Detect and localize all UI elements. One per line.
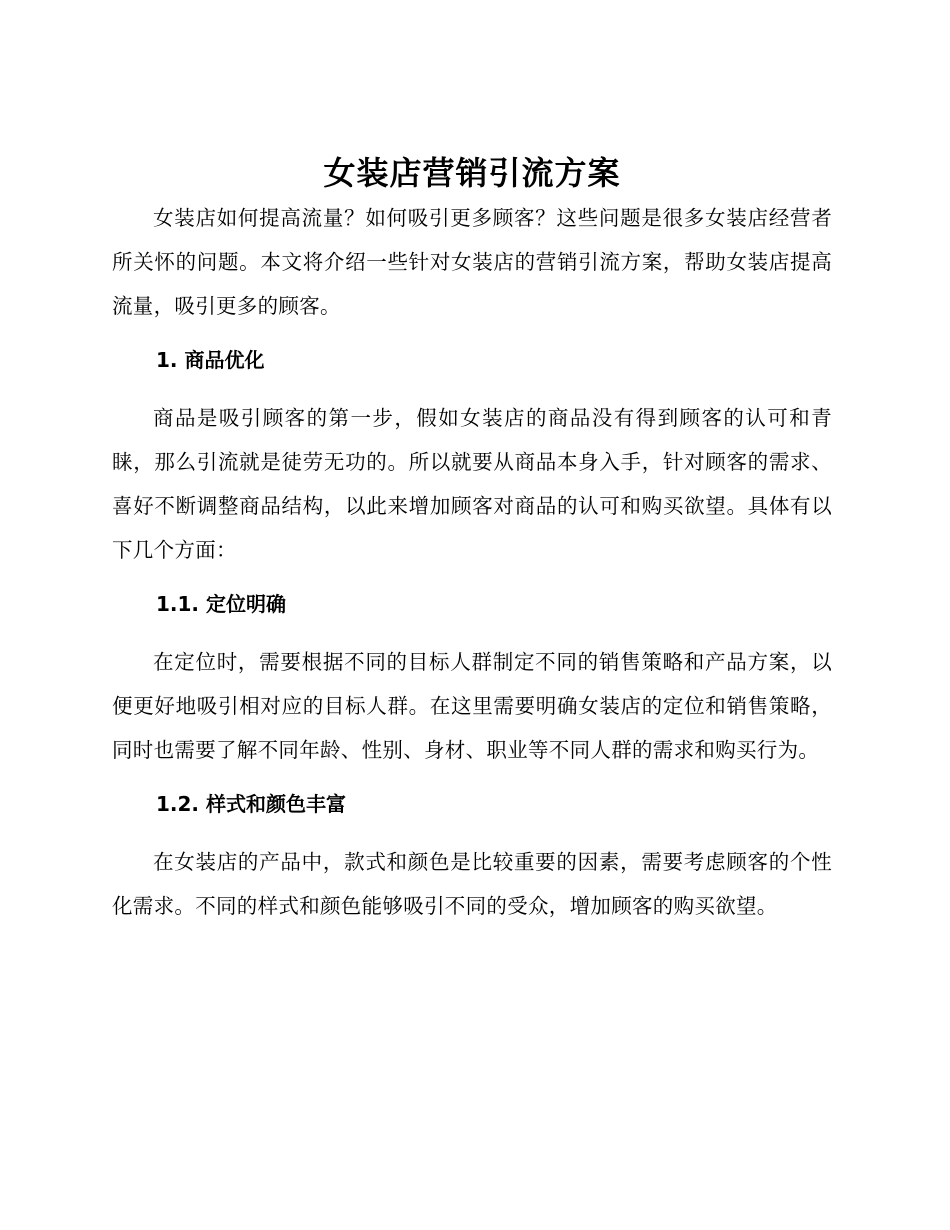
document-content [112,150,832,928]
document-title: 女装店营销引流方案 [323,154,621,192]
spacer [112,826,832,840]
spacer [112,382,832,396]
spacer [112,572,832,582]
spacer [112,772,832,782]
section-heading-product-optimization: 1. 商品优化 [156,348,265,372]
section-body-style-color: 在女装店的产品中，款式和颜色是比较重要的因素，需要考虑顾客的个性化需求。不同的样式和颜色能够吸引不同的受众，增加顾客的购买欲望。 [112,850,832,918]
section-body-product-optimization: 商品是吸引顾客的第一步，假如女装店的商品没有得到顾客的认可和青睐，那么引流就是徒劳无功的。所以就要从商品本身入手，针对顾客的需求、喜好不断调整商品结构，以此来增加顾客对商品的认可和购买欲望。具体有以下几个方面： [112,406,832,562]
spacer [112,328,832,338]
section-heading-clear-positioning: 1.1. 定位明确 [156,592,286,616]
spacer [112,626,832,640]
intro-paragraph: 女装店如何提高流量？如何吸引更多顾客？这些问题是很多女装店经营者所关怀的问题。本文将介绍一些针对女装店的营销引流方案，帮助女装店提高流量，吸引更多的顾客。 [112,206,832,318]
section-heading-style-color: 1.2. 样式和颜色丰富 [156,792,346,816]
section-body-clear-positioning: 在定位时，需要根据不同的目标人群制定不同的销售策略和产品方案，以便更好地吸引相对应的目标人群。在这里需要明确女装店的定位和销售策略，同时也需要了解不同年龄、性别、身材、职业等不同人群的需求和购买行为。 [112,650,832,762]
